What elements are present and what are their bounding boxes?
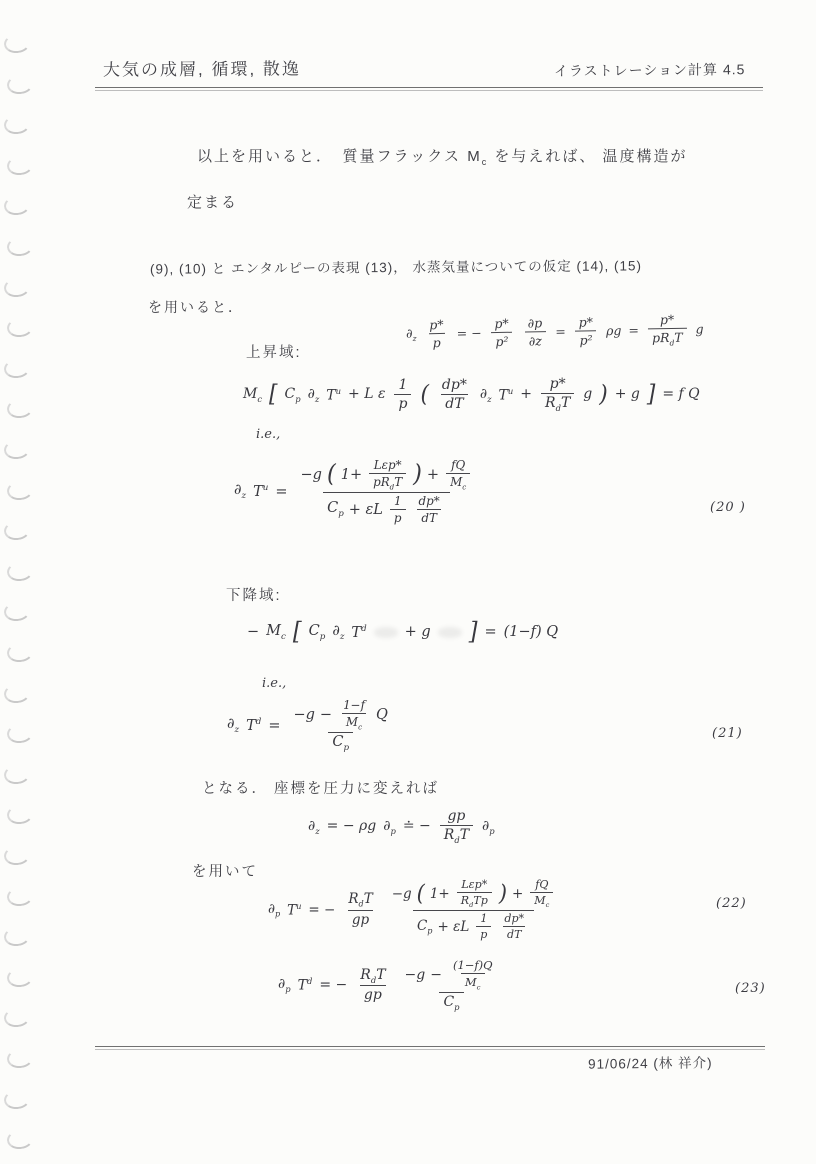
math-token: $\partial_p$ bbox=[383, 817, 396, 836]
math-token: p* bbox=[429, 317, 444, 333]
math-token: g bbox=[583, 386, 593, 403]
math-token: 1+ bbox=[429, 885, 450, 902]
paragraph-2-line-2: を用いると． bbox=[148, 299, 244, 315]
math-token: $T^u$ bbox=[253, 483, 269, 501]
spiral-hole-shadow bbox=[6, 154, 34, 176]
header-rule bbox=[95, 87, 763, 91]
math-token: $\partial_z$ bbox=[308, 817, 320, 836]
spiral-hole-shadow bbox=[6, 723, 34, 745]
spiral-hole-shadow bbox=[3, 926, 31, 948]
math-token: fQ bbox=[535, 878, 549, 891]
math-token: fQ bbox=[451, 458, 466, 472]
math-token: Q bbox=[375, 706, 388, 723]
math-token: = − ρg bbox=[326, 818, 377, 835]
math-token: $M_c$ bbox=[266, 622, 286, 642]
math-token: $T^u$ bbox=[287, 900, 302, 919]
math-token: ≐ − bbox=[402, 818, 431, 835]
page-title: 大気の成層, 循環, 散逸 bbox=[102, 59, 301, 80]
fraction bbox=[457, 878, 492, 909]
math-token: $R_dT$ bbox=[545, 395, 571, 413]
equation-coordinate-change bbox=[308, 808, 495, 845]
paragraph-1-text-a: 以上を用いると． 質量フラックス M bbox=[197, 148, 482, 165]
math-token: $\partial_p$ bbox=[268, 900, 281, 919]
math-token: = − bbox=[319, 977, 348, 994]
math-delimiter: ( bbox=[420, 380, 429, 408]
fraction bbox=[369, 458, 406, 491]
erased-pencil-mark bbox=[438, 627, 462, 638]
spiral-hole-shadow bbox=[3, 601, 31, 623]
math-token: $T^d$ bbox=[297, 976, 313, 994]
erased-pencil-mark bbox=[374, 627, 398, 638]
math-token: $C_p$ bbox=[308, 622, 326, 642]
equation-downdraft-energy bbox=[247, 617, 559, 647]
spiral-hole-shadow bbox=[3, 114, 31, 136]
spiral-hole-shadow bbox=[3, 1088, 31, 1110]
spiral-hole-shadow bbox=[6, 642, 34, 664]
ie-label-1: i.e., bbox=[256, 427, 281, 442]
math-token: $pR_dT$ bbox=[373, 475, 403, 492]
math-token: $T^d$ bbox=[246, 717, 262, 735]
equation-number-20: (20 ) bbox=[710, 500, 746, 515]
math-token: $M_c$ bbox=[243, 385, 263, 404]
math-delimiter: ] bbox=[646, 380, 656, 408]
math-token: dp* bbox=[441, 376, 467, 393]
spiral-hole-shadow bbox=[3, 763, 31, 785]
equation-23 bbox=[278, 958, 504, 1012]
math-token: gp bbox=[363, 987, 382, 1004]
fraction bbox=[297, 458, 477, 525]
math-token: ∂z bbox=[528, 333, 542, 349]
math-token: −g bbox=[404, 966, 426, 983]
math-token: 1 bbox=[480, 912, 488, 926]
math-token: −g bbox=[300, 466, 322, 483]
spiral-hole-shadow bbox=[3, 682, 31, 704]
math-token: p* bbox=[659, 311, 675, 328]
fraction bbox=[476, 912, 491, 941]
label-downdraft-region: 下降域: bbox=[226, 588, 282, 604]
fraction bbox=[449, 958, 497, 991]
math-token: p bbox=[432, 335, 441, 351]
math-token: $R_dT$ bbox=[443, 827, 470, 845]
math-token: p* bbox=[549, 376, 566, 392]
fraction bbox=[344, 891, 376, 928]
fraction bbox=[425, 317, 448, 350]
fraction bbox=[530, 878, 553, 909]
mass-flux-subscript: c bbox=[481, 157, 489, 167]
math-token: − bbox=[430, 966, 442, 983]
math-token: + εL bbox=[437, 918, 470, 935]
math-token: $\partial_z$ bbox=[479, 385, 492, 404]
math-token: $T^u$ bbox=[498, 385, 514, 404]
math-token: $R_dT$ bbox=[348, 891, 373, 909]
fraction bbox=[289, 698, 391, 753]
math-token: + L ε bbox=[348, 386, 386, 403]
fraction bbox=[415, 494, 444, 525]
fraction bbox=[541, 376, 574, 413]
math-token: $\partial_z$ bbox=[307, 385, 320, 404]
spiral-hole-shadow bbox=[3, 439, 31, 461]
math-token: $\partial_z$ bbox=[234, 482, 247, 502]
math-token: = bbox=[555, 324, 566, 340]
page-subtitle: イラストレーション計算 4.5 bbox=[553, 61, 746, 79]
math-token: 1−f bbox=[343, 698, 365, 712]
math-delimiter: ( bbox=[416, 880, 425, 907]
paragraph-1-text-b: を与えれば、 温度構造が bbox=[488, 148, 688, 165]
equation-number-21: (21) bbox=[712, 726, 743, 741]
math-token: dp* bbox=[504, 912, 525, 926]
math-token: $T^d$ bbox=[351, 623, 367, 641]
equation-aux-hydrostatic bbox=[406, 311, 704, 352]
paragraph-4: を用いて bbox=[192, 864, 258, 880]
spiral-hole-shadow bbox=[6, 560, 34, 582]
equation-updraft-energy bbox=[243, 376, 700, 413]
math-delimiter: [ bbox=[269, 380, 278, 408]
math-token: $C_p$ bbox=[443, 994, 460, 1013]
spiral-hole-shadow bbox=[3, 520, 31, 542]
math-token: gp bbox=[351, 911, 370, 928]
fraction bbox=[401, 958, 503, 1012]
math-token: $C_p$ bbox=[284, 385, 301, 404]
math-token: $R_dT$ bbox=[360, 966, 386, 985]
math-token: Lεp* bbox=[373, 458, 402, 472]
fraction bbox=[438, 377, 471, 412]
math-token: + g bbox=[614, 386, 640, 403]
spiral-hole-shadow bbox=[3, 195, 31, 217]
fraction bbox=[440, 808, 473, 845]
spiral-hole-shadow bbox=[6, 885, 34, 907]
math-token: dp* bbox=[418, 494, 440, 509]
ie-label-2: i.e., bbox=[262, 676, 287, 691]
fraction bbox=[339, 698, 369, 731]
math-token: p² bbox=[579, 332, 593, 348]
math-token: = bbox=[628, 322, 640, 338]
math-token: $\partial_p$ bbox=[482, 817, 495, 836]
fraction bbox=[388, 878, 560, 941]
math-token: $pR_dT$ bbox=[651, 329, 683, 348]
math-token: $C_p$ bbox=[332, 734, 349, 754]
fraction bbox=[490, 316, 513, 349]
fraction bbox=[394, 377, 411, 412]
math-token: $C_p$ bbox=[416, 917, 433, 936]
math-token: p² bbox=[495, 334, 509, 350]
math-token: $M_c$ bbox=[450, 475, 467, 492]
spiral-hole-shadow bbox=[3, 276, 31, 298]
paragraph-1-line-2: 定まる bbox=[187, 194, 239, 211]
math-token: = bbox=[268, 717, 281, 734]
fraction bbox=[446, 458, 470, 491]
math-token: p bbox=[393, 511, 402, 526]
math-token: − bbox=[319, 706, 333, 723]
paragraph-3: となる． 座標を圧力に変えれば bbox=[202, 781, 440, 797]
spiral-hole-shadow bbox=[3, 1007, 31, 1029]
math-token: + εL bbox=[348, 501, 383, 518]
spiral-hole-shadow bbox=[6, 236, 34, 258]
math-delimiter: ) bbox=[599, 380, 608, 408]
math-delimiter: ( bbox=[326, 460, 336, 489]
math-token: gp bbox=[447, 808, 466, 824]
math-token: + bbox=[511, 885, 524, 902]
spiral-hole-shadow bbox=[6, 1048, 34, 1070]
math-token: = − bbox=[456, 325, 482, 341]
math-token: $T^u$ bbox=[326, 385, 342, 404]
fraction bbox=[648, 312, 687, 348]
spiral-hole-shadow bbox=[6, 73, 34, 95]
math-token: = f Q bbox=[662, 386, 700, 403]
fraction bbox=[390, 494, 406, 525]
spiral-hole-shadow bbox=[6, 804, 34, 826]
math-token: 1 bbox=[398, 376, 408, 393]
math-token: p bbox=[398, 395, 408, 412]
math-token: + bbox=[426, 466, 440, 483]
paragraph-1 bbox=[197, 145, 688, 167]
equation-number-22: (22) bbox=[716, 896, 747, 911]
spiral-hole-shadow bbox=[3, 357, 31, 379]
fraction bbox=[500, 912, 528, 941]
math-token: −g bbox=[293, 706, 315, 723]
math-token: $C_p$ bbox=[327, 500, 344, 520]
math-delimiter: ] bbox=[468, 617, 478, 647]
footer-rule bbox=[95, 1046, 765, 1050]
equation-20 bbox=[234, 458, 478, 525]
math-token: + g bbox=[404, 624, 431, 641]
spiral-hole-shadow bbox=[6, 479, 34, 501]
math-token: dT bbox=[507, 928, 522, 942]
math-token: + bbox=[520, 386, 533, 403]
fraction bbox=[524, 315, 547, 348]
math-delimiter: [ bbox=[292, 617, 302, 647]
spiral-hole-shadow bbox=[6, 398, 34, 420]
label-updraft-region: 上昇域: bbox=[246, 345, 302, 361]
math-token: $M_c$ bbox=[534, 894, 550, 910]
math-token: $\partial_z$ bbox=[332, 622, 345, 642]
math-token: = bbox=[484, 624, 497, 641]
spiral-hole-shadow bbox=[6, 1129, 34, 1151]
paragraph-2: (9), (10) と エンタルピーの表現 (13)， 水蒸気量についての仮定 (14), (15) bbox=[149, 258, 642, 277]
fraction bbox=[356, 967, 389, 1004]
math-token: (1−f)Q bbox=[452, 958, 493, 972]
equation-number-23: (23) bbox=[735, 981, 766, 996]
math-token: ρg bbox=[605, 323, 622, 339]
math-token: $\partial_p$ bbox=[278, 976, 291, 994]
math-token: $\partial_z$ bbox=[405, 325, 417, 343]
math-token: $M_c$ bbox=[345, 715, 363, 732]
math-delimiter: ) bbox=[498, 880, 507, 907]
math-token: 1+ bbox=[340, 466, 363, 483]
spiral-hole-shadow bbox=[6, 317, 34, 339]
math-token: ∂p bbox=[527, 315, 543, 331]
math-token: Lεp* bbox=[461, 878, 488, 891]
math-token: = bbox=[275, 483, 288, 500]
math-token: − bbox=[247, 624, 260, 641]
spiral-hole-shadow bbox=[3, 845, 31, 867]
date-signature: 91/06/24 (林 祥介) bbox=[587, 1055, 713, 1072]
math-token: −g bbox=[391, 885, 412, 902]
equation-21 bbox=[227, 698, 394, 753]
equation-22 bbox=[268, 878, 561, 941]
math-token: dT bbox=[445, 395, 464, 412]
math-token: $R_dTp$ bbox=[460, 894, 488, 910]
math-token: (1−f) Q bbox=[503, 624, 559, 641]
math-token: = − bbox=[308, 901, 336, 918]
math-token: p* bbox=[578, 314, 594, 330]
math-token: dT bbox=[421, 511, 437, 526]
math-token: $\partial_z$ bbox=[227, 716, 240, 736]
spiral-hole-shadow bbox=[3, 33, 31, 55]
math-token: p* bbox=[494, 316, 509, 332]
fraction bbox=[575, 315, 598, 348]
spiral-hole-shadow bbox=[6, 966, 34, 988]
math-token: $M_c$ bbox=[464, 975, 481, 992]
math-token: 1 bbox=[393, 494, 402, 509]
math-delimiter: ) bbox=[413, 460, 422, 489]
math-token: p bbox=[480, 928, 488, 942]
math-token: g bbox=[695, 321, 704, 337]
